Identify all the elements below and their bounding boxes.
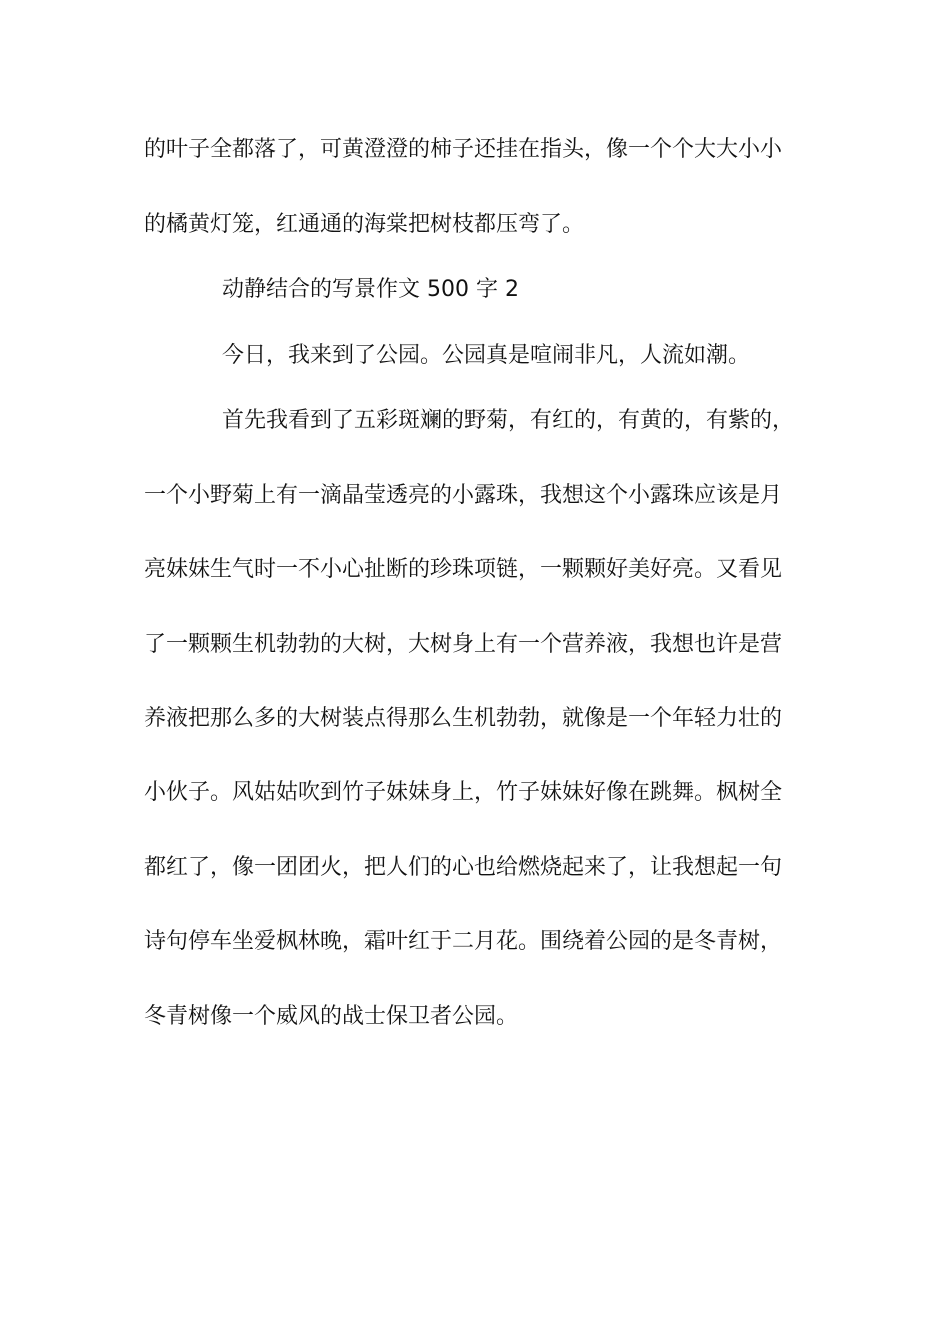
text-line: 亮妹妹生气时一不小心扯断的珍珠项链，一颗颗好美好亮。又看见 bbox=[144, 557, 783, 582]
paragraph-first-line: 首先我看到了五彩斑斓的野菊，有红的，有黄的，有紫的， bbox=[222, 408, 795, 433]
text-line: 都红了，像一团团火，把人们的心也给燃烧起来了，让我想起一句 bbox=[144, 855, 783, 880]
paragraph-first-line: 今日，我来到了公园。公园真是喧闹非凡，人流如潮。 bbox=[222, 343, 751, 368]
text-line: 冬青树像一个威风的战士保卫者公园。 bbox=[144, 1004, 519, 1029]
text-line: 诗句停车坐爱枫林晚，霜叶红于二月花。围绕着公园的是冬青树， bbox=[144, 929, 783, 954]
text-line: 养液把那么多的大树装点得那么生机勃勃，就像是一个年轻力壮的 bbox=[144, 706, 783, 731]
text-line: 一个小野菊上有一滴晶莹透亮的小露珠，我想这个小露珠应该是月 bbox=[144, 483, 783, 508]
text-line: 的叶子全都落了，可黄澄澄的柿子还挂在指头，像一个个大大小小 bbox=[144, 137, 783, 162]
text-line: 的橘黄灯笼，红通通的海棠把树枝都压弯了。 bbox=[144, 212, 585, 237]
section-heading: 动静结合的写景作文 500 字 2 bbox=[222, 277, 519, 302]
text-line: 了一颗颗生机勃勃的大树，大树身上有一个营养液，我想也许是营 bbox=[144, 632, 783, 657]
text-line: 小伙子。风姑姑吹到竹子妹妹身上，竹子妹妹好像在跳舞。枫树全 bbox=[144, 780, 783, 805]
